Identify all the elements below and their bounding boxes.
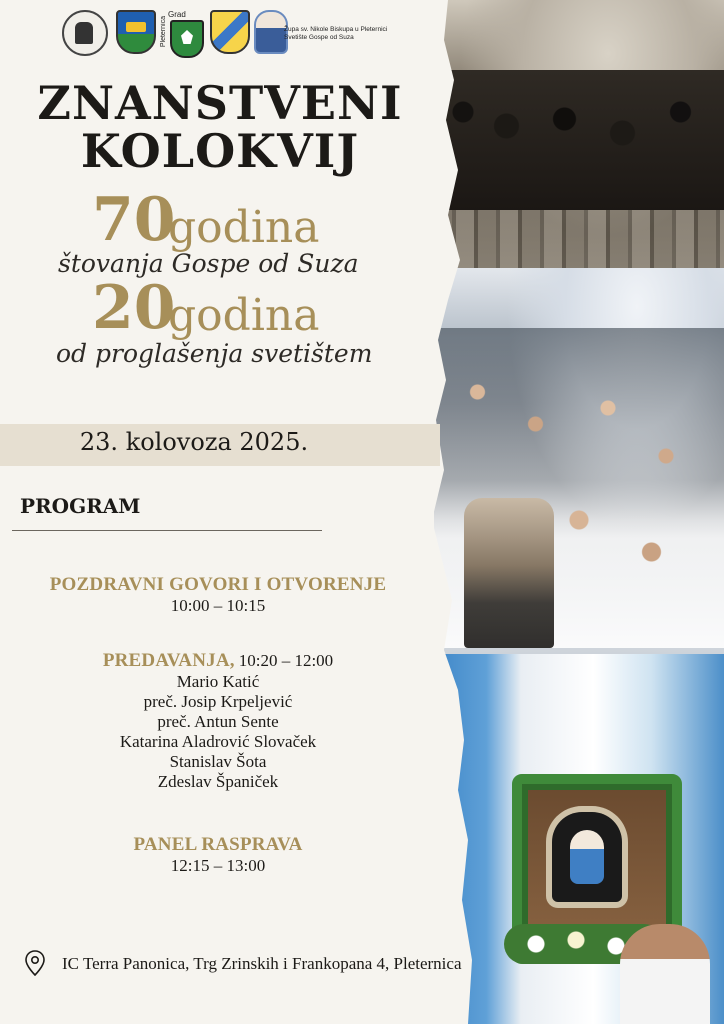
speaker: preč. Josip Krpeljević bbox=[143, 692, 293, 711]
speaker: Stanislav Šota bbox=[169, 752, 267, 771]
municipality-coat-of-arms-icon bbox=[210, 10, 250, 54]
parish-name bbox=[284, 26, 414, 42]
years-word-2: godina bbox=[168, 290, 320, 341]
section-title: PREDAVANJA, bbox=[102, 650, 235, 671]
priest-figure bbox=[620, 924, 710, 1024]
our-lady-of-tears-icon bbox=[254, 10, 288, 54]
speaker: Zdeslav Španiček bbox=[157, 772, 279, 791]
program-divider bbox=[12, 530, 322, 531]
town-logo-vertical: Pleternica bbox=[160, 16, 167, 48]
town-logo-label: Grad bbox=[168, 10, 186, 19]
title-line-2: KOLOKVIJ bbox=[80, 124, 360, 178]
years-number-20: 20 bbox=[92, 273, 176, 343]
section-title: POZDRAVNI GOVORI I OTVORENJE bbox=[49, 574, 387, 595]
program-section-panel bbox=[0, 834, 436, 876]
anniversary-subtitle-1: štovanja Gospe od Suza bbox=[58, 249, 359, 278]
section-time: 10:20 – 12:00 bbox=[238, 651, 334, 670]
madonna-figure bbox=[570, 830, 604, 884]
speaker: Katarina Aladrović Slovaček bbox=[119, 732, 317, 751]
event-date: 23. kolovoza 2025. bbox=[79, 428, 309, 456]
map-pin-icon bbox=[24, 950, 46, 976]
parish-line-2: Svetište Gospe od Suza bbox=[284, 34, 354, 41]
county-coat-of-arms-icon bbox=[116, 10, 156, 54]
anniversary-subtitle-2: od proglašenja svetištem bbox=[56, 339, 373, 368]
section-time: 12:15 – 13:00 bbox=[170, 856, 266, 875]
town-shield-icon bbox=[170, 20, 204, 58]
logo-row bbox=[60, 6, 390, 58]
section-title: PANEL RASPRAVA bbox=[133, 834, 303, 855]
section-time: 10:00 – 10:15 bbox=[170, 596, 266, 615]
speaker: Mario Katić bbox=[176, 672, 260, 691]
speaker: preč. Antun Sente bbox=[157, 712, 279, 731]
location-text: IC Terra Panonica, Trg Zrinskih i Frankopana 4, Pleternica bbox=[62, 954, 462, 973]
years-number-70: 70 bbox=[92, 185, 176, 255]
program-section-lectures bbox=[0, 650, 436, 792]
parish-line-1: Župa sv. Nikole Biskupa u Pleternici bbox=[284, 26, 388, 33]
event-location bbox=[24, 950, 484, 978]
program-heading: PROGRAM bbox=[20, 494, 141, 518]
title-line-1: ZNANSTVENI bbox=[37, 76, 403, 130]
years-word-1: godina bbox=[168, 202, 320, 253]
program-section-opening bbox=[0, 574, 436, 616]
academy-seal-icon bbox=[62, 10, 108, 56]
